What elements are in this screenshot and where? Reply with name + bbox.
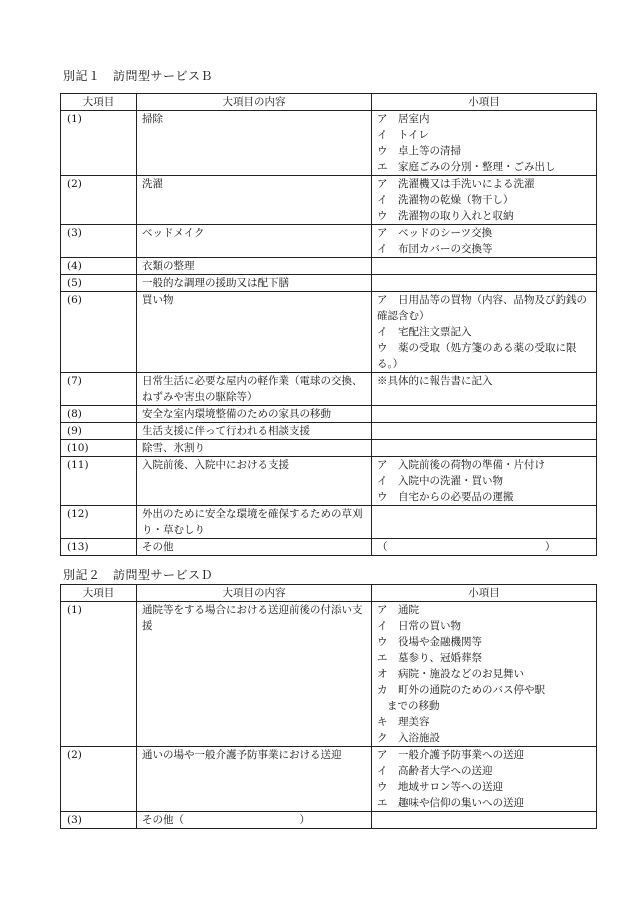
sub-item: イ 宅配注文票記入 [377,326,472,338]
column-header-no: 大項目 [61,585,137,602]
sub-items [372,292,597,373]
column-header-sub: 小項目 [372,585,597,602]
sub-item: ウ 薬の受取（処方箋のある薬の受取に限る。） [377,342,577,370]
sub-items [372,602,597,747]
sub-item: イ 洗濯物の乾燥（物干し） [377,194,514,206]
item-content: ベッドメイク [137,225,372,258]
sub-item: ウ 役場や金融機関等 [377,636,482,648]
item-content: その他 [137,539,372,556]
sub-items [372,747,597,812]
sub-item: イ トイレ [377,129,429,141]
table-row [61,506,597,539]
table-row [61,225,597,258]
item-content: 洗濯 [137,176,372,225]
section1-heading: 別記１ 訪問型サービスＢ [63,69,214,83]
table-row [61,258,597,275]
item-number: (4) [61,258,137,275]
sub-item: ウ 洗濯物の取り入れと収納 [377,210,514,222]
sub-items [372,539,597,556]
sub-item: エ 趣味や信仰の集いへの送迎 [377,797,524,809]
table-row [61,747,597,812]
column-header-content: 大項目の内容 [137,94,372,111]
sub-items [372,440,597,457]
sub-items [372,111,597,176]
sub-item: ウ 地域サロン等への送迎 [377,781,503,793]
section2-table [60,584,597,829]
sub-item: ウ 卓上等の清掃 [377,145,461,157]
item-content: その他（ ） [137,812,372,829]
sub-item: オ 病院・施設などのお見舞い [377,668,524,680]
sub-item: エ 墓参り、冠婚葬祭 [377,652,482,664]
item-number: (3) [61,812,137,829]
sub-item: ウ 自宅からの必要品の運搬 [377,491,514,503]
sub-item: イ 布団カバーの交換等 [377,243,493,255]
item-content: 衣類の整理 [137,258,372,275]
item-number: (13) [61,539,137,556]
sub-item: ア 居室内 [377,113,430,125]
sub-items [372,225,597,258]
table-header-row [61,585,597,602]
sub-item: ア 一般介護予防事業への送迎 [377,749,524,761]
column-header-sub: 小項目 [372,94,597,111]
item-number: (2) [61,176,137,225]
item-number: (6) [61,292,137,373]
sub-items [372,506,597,539]
sub-item: キ 理美容 [377,716,430,728]
sub-items [372,176,597,225]
item-content: 掃除 [137,111,372,176]
item-content: 日常生活に必要な屋内の軽作業（電球の交換、ねずみや害虫の駆除等） [137,373,372,406]
sub-item: までの移動 [387,700,440,712]
table-row [61,176,597,225]
table-row [61,373,597,406]
sub-item: イ 入院中の洗濯・買い物 [377,475,503,487]
sub-items [372,258,597,275]
table-header-row [61,94,597,111]
item-number: (9) [61,423,137,440]
table-row [61,111,597,176]
item-number: (1) [61,602,137,747]
sub-item: ※具体的に報告書に記入 [377,375,493,387]
table-row [61,812,597,829]
item-number: (11) [61,457,137,506]
item-number: (5) [61,275,137,292]
sub-items [372,457,597,506]
sub-items [372,812,597,829]
sub-item: カ 町外の通院のためのバス停や駅 [377,684,545,696]
item-content: 入院前後、入院中における支援 [137,457,372,506]
table-row [61,292,597,373]
item-content: 外出のために安全な環境を確保するための草刈り・草むしり [137,506,372,539]
sub-item: ア 通院 [377,604,419,616]
table-row [61,440,597,457]
sub-item: イ 日常の買い物 [377,620,461,632]
sub-item: （ ） [377,541,556,553]
item-content: 通院等をする場合における送迎前後の付添い支援 [137,602,372,747]
section1-table [60,93,597,556]
sub-item: イ 高齢者大学への送迎 [377,765,493,777]
item-number: (12) [61,506,137,539]
sub-items [372,423,597,440]
sub-item: ア 日用品等の買物（内容、品物及び釣銭の確認含む） [377,294,587,322]
item-number: (1) [61,111,137,176]
sub-item: ア ベッドのシーツ交換 [377,227,493,239]
table-row [61,539,597,556]
sub-items [372,406,597,423]
sub-items [372,373,597,406]
sub-item: ア 入院前後の荷物の準備・片付け [377,459,545,471]
item-content: 一般的な調理の援助又は配下膳 [137,275,372,292]
table-row [61,602,597,747]
column-header-content: 大項目の内容 [137,585,372,602]
sub-item: ク 入浴施設 [377,732,440,744]
sub-items [372,275,597,292]
item-number: (10) [61,440,137,457]
section2-heading: 別記２ 訪問型サービスＤ [63,568,214,582]
sub-item: エ 家庭ごみの分別・整理・ごみ出し [377,161,556,173]
item-number: (7) [61,373,137,406]
item-content: 生活支援に伴って行われる相談支援 [137,423,372,440]
item-number: (3) [61,225,137,258]
item-number: (2) [61,747,137,812]
table-row [61,406,597,423]
item-content: 買い物 [137,292,372,373]
sub-item: ア 洗濯機又は手洗いによる洗濯 [377,178,535,190]
item-content: 安全な室内環境整備のための家具の移動 [137,406,372,423]
item-content: 通いの場や一般介護予防事業における送迎 [137,747,372,812]
table-row [61,275,597,292]
item-content: 除雪、氷割り [137,440,372,457]
column-header-no: 大項目 [61,94,137,111]
table-row [61,457,597,506]
item-number: (8) [61,406,137,423]
table-row [61,423,597,440]
